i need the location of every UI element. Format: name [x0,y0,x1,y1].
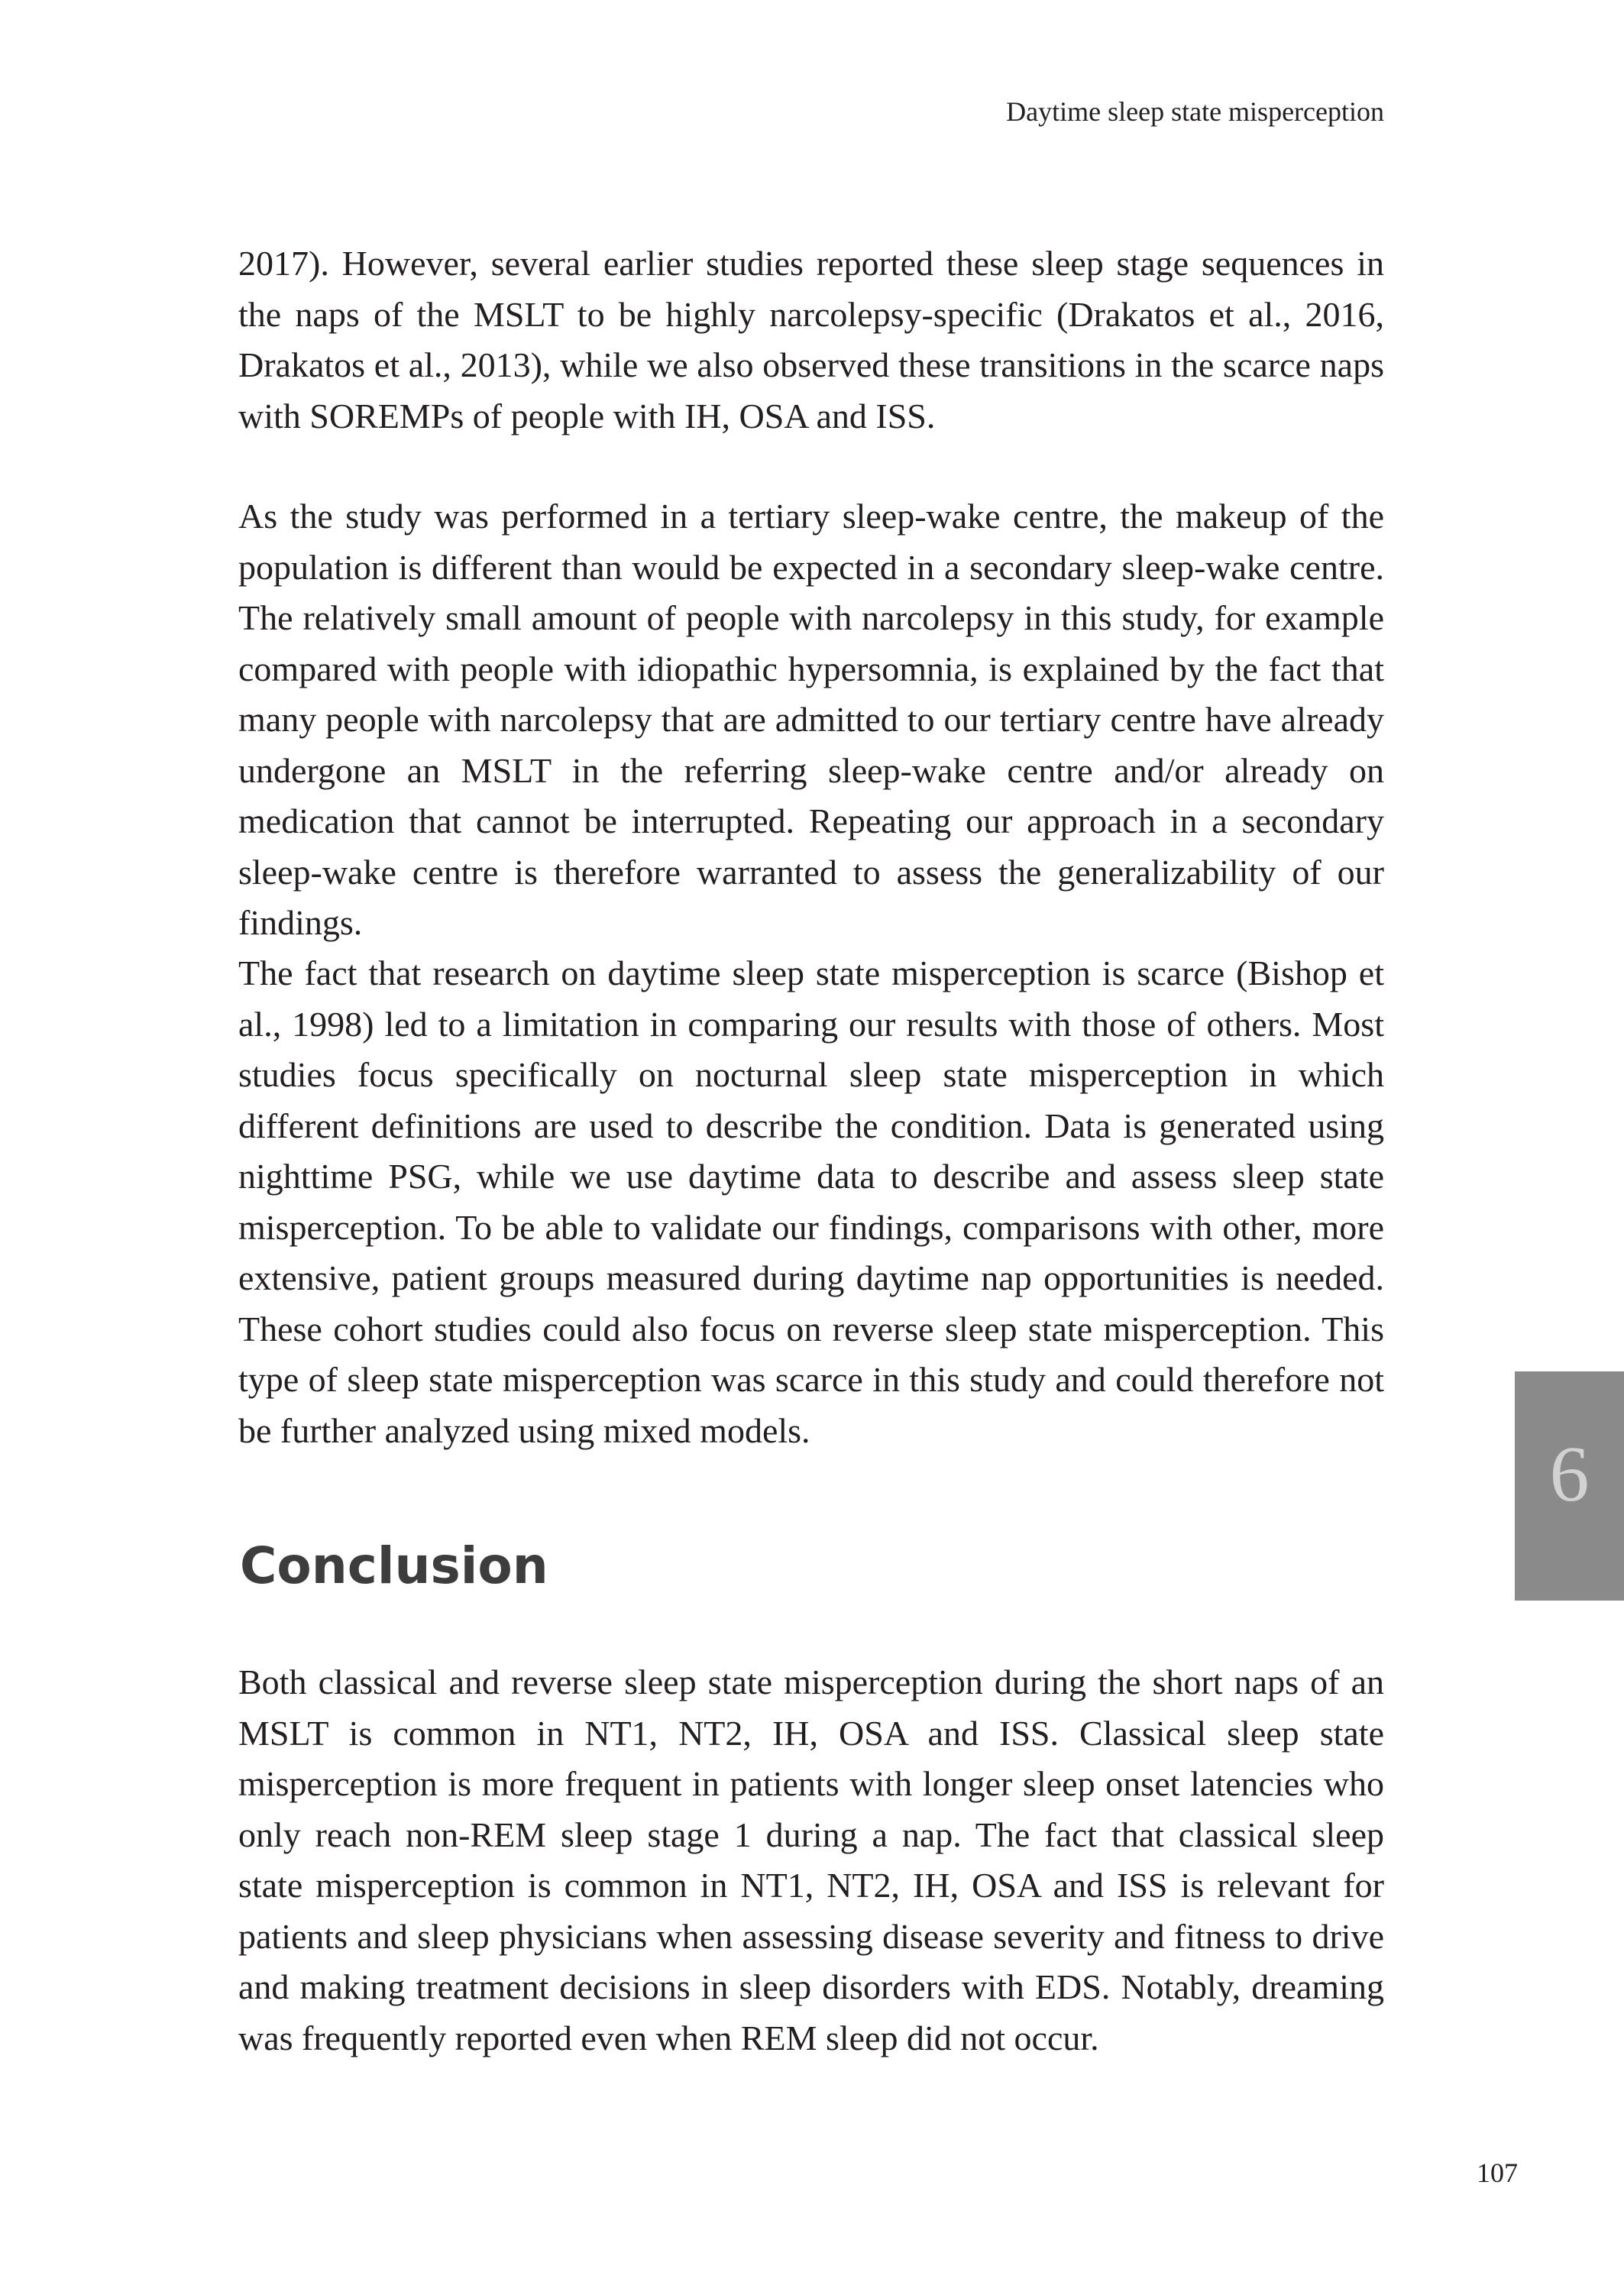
section-heading-conclusion: Conclusion [240,1536,548,1595]
body-paragraph: As the study was performed in a tertiary sleep-wake centre, the makeup of the population is different than would be expected in a secondary sleep-wake centre. The relatively small amount of people with narcolepsy in this study, for example compared with people with idiopathic hypersomnia, is explained by the fact that many people with narcolepsy that are admitted to our tertiary centre have already undergone an MSLT in the referring sleep-wake centre and/or already on medication that cannot be interrupted. Repeating our approach in a secondary sleep-wake centre is therefore warranted to assess the generalizability of our findings. [238,497,1384,942]
body-paragraph: The fact that research on daytime sleep state misperception is scarce (Bishop et al., 1998) led to a limitation in comparing our results with those of others. Most studies focus specifically on nocturnal sleep state misperception in which different definitions are used to describe the condition. Data is generated using nighttime PSG, while we use daytime data to describe and assess sleep state misperception. To be able to validate our findings, comparisons with other, more extensive, patient groups measured during daytime nap opportunities is needed. These cohort studies could also focus on reverse sleep state misperception. This type of sleep state misperception was scarce in this study and could therefore not be further analyzed using mixed models. [238,953,1384,1450]
running-header: Daytime sleep state misperception [1006,96,1384,127]
chapter-tab [1515,1371,1624,1601]
body-paragraph: 2017). However, several earlier studies reported these sleep stage sequences in the naps of the MSLT to be highly narcolepsy-specific (Drakatos et al., 2016, Drakatos et al., 2013), while we also observed these transitions in the scarce naps with SOREMPs of people with IH, OSA and ISS. [238,244,1384,435]
page-number: 107 [1477,2158,1518,2188]
conclusion-paragraph: Both classical and reverse sleep state misperception during the short naps of an MSLT is common in NT1, NT2, IH, OSA and ISS. Classical sleep state misperception is more frequent in patients with longer sleep onset latencies who only reach non-REM sleep stage 1 during a nap. The fact that classical sleep state misperception is common in NT1, NT2, IH, OSA and ISS is relevant for patients and sleep physicians when assessing disease severity and fitness to drive and making treatment decisions in sleep disorders with EDS. Notably, dreaming was frequently reported even when REM sleep did not occur. [238,1662,1384,2057]
chapter-number: 6 [1549,1430,1590,1518]
